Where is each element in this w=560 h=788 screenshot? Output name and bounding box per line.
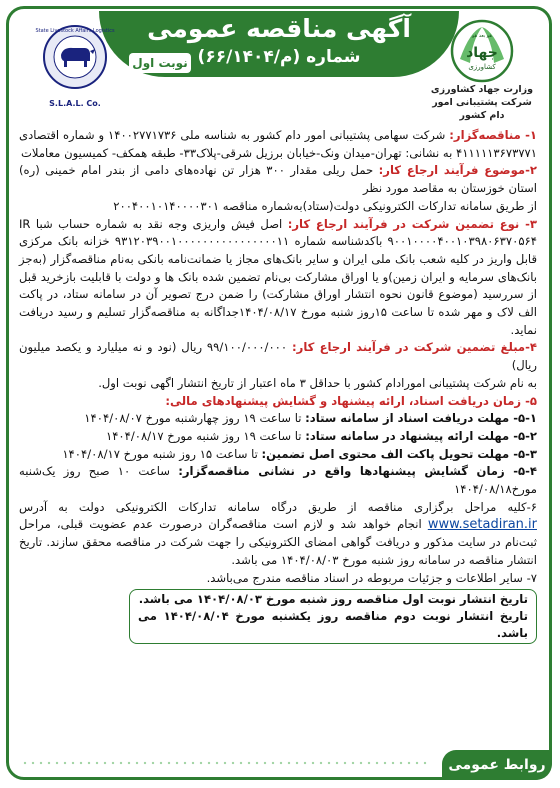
section-2-label: ۲-موضوع فرآیند ارجاع کار:: [378, 163, 537, 178]
section-1-text: شرکت سهامی پشتیبانی امور دام کشور به شناسه ملی ۱۴۰۰۲۷۷۱۷۳۶ و شماره اقتصادی ۴۱۱۱۱۱۳۶۷۳۷۷۱ به نشانی: تهران-میدان ونک-خیابان برزیل شرقی-پلاک۳۳- طبقه همکف- کمیسیون معاملات: [19, 128, 537, 160]
ministry-logo: [423, 19, 541, 122]
header: [9, 9, 549, 127]
slal-logo: [23, 23, 127, 108]
section-6-text-b: انجام خواهد شد و لازم است مناقصه‌گران درصورت عدم عضویت قبلی، مراحل ثبت‌نام در سایت مذکور و دریافت گواهی امضای الکترونیکی را جهت شرکت در مناقصه محقق سازند. تاریخ انتشار مناقصه در سامانه روز شنبه مورخ ۱۴۰۴/۰۸/۰۳ می باشد.: [19, 517, 537, 567]
company-name: شرکت پشتیبانی امور دام کشور: [432, 97, 532, 121]
section-1-label: ۱- مناقصه‌گزار:: [449, 128, 537, 142]
emblem-sub: کشاورزی: [468, 63, 496, 71]
emblem-text: جهاد: [466, 45, 498, 61]
jihad-emblem-icon: [450, 19, 514, 83]
section-5-3-label: ۵-۳- مهلت تحویل پاکت الف محتوی اصل تضمین:: [261, 446, 537, 461]
publication-date-2: تاریخ انتشار نوبت دوم مناقصه روز یکشنبه مورخ ۱۴۰۴/۰۸/۰۴ می باشد.: [138, 609, 528, 641]
section-4: [19, 339, 537, 374]
section-5-4-label: ۵-۴- زمان گشایش پیشنهادها واقع در نشانی مناقصه‌گزار:: [178, 464, 537, 479]
section-5-3: [19, 446, 537, 464]
section-3-text: اصل فیش واریزی وجه نقد به شماره حساب شبا IR ۹۰۰۱۰۰۰۰۴۰۰۱۰۳۹۸۰۶۳۷۰۵۶۴ باکدشناسه شماره ۹۳۱۲۰۳۹۰۰۱۰۰۰۰۰۰۰۰۰۰۰۰۰۰۰۰۱۱ خزانه بانک مرکزی قابل واریز در کلیه شعب بانک ملی ایران و سایر بانک‌های مجاز یا ضمانت‌نامه بانکی به‌نام مناقصه‌گزار (به‌جز بانک‌های سرمایه و ایران زمین)و یا اوراق مشارکت بی‌نام تضمین شده بانک ها و دولت با قابلیت بازخرید قبل از سررسید (موضوع قانون نحوه انتشار اوراق مشارکت) را ضمن درج تصویر آن در سامانه ستاد، در پاکت الف لاک و مهر شده تا ساعت ۱۵روز شنبه مورخ ۱۴۰۴/۰۸/۱۷جداگانه به مناقصه‌گزار تسلیم و رسید دریافت نماید.: [19, 216, 537, 337]
section-5-1-label: ۵-۱- مهلت دریافت اسناد از سامانه ستاد:: [305, 411, 537, 426]
section-3: [19, 216, 537, 340]
company-abbr: S.L.A.L. Co.: [49, 99, 101, 108]
section-5: [19, 393, 537, 411]
section-4-ext: به نام شرکت پشتیبانی امورادام کشور با حداقل ۳ ماه اعتبار از تاریخ انتشار اگهی نوبت اول.: [98, 375, 537, 390]
section-3-label: ۳- نوع تضمین شرکت در فرآیند ارجاع کار:: [287, 216, 537, 231]
notice-frame: [6, 6, 552, 780]
setadiran-link[interactable]: www.setadiran.ir: [427, 517, 537, 533]
section-6: [19, 499, 537, 570]
emblem-top: هو بعد هو: [471, 33, 493, 39]
tender-number: شماره (م/۶۶/۱۴۰۴): [197, 47, 361, 67]
section-1: [19, 127, 537, 162]
section-5-4-text: ساعت ۱۰ صبح روز یک‌شنبه مورخ۱۴۰۴/۰۸/۱۸: [19, 464, 537, 497]
section-4-label: ۴-مبلغ تضمین شرکت در فرآیند ارجاع کار:: [292, 340, 537, 355]
section-5-3-text: تا ساعت ۱۵ روز شنبه مورخ ۱۴۰۴/۰۸/۱۷: [62, 446, 262, 461]
section-5-2-text: تا ساعت ۱۹ روز شنبه مورخ ۱۴۰۴/۰۸/۱۷: [105, 428, 306, 443]
section-6-text-a: ۶-کلیه مراحل برگزاری مناقصه از طریق درگاه سامانه تدارکات الکترونیکی دولت به آدرس: [19, 499, 537, 514]
section-2-text: حمل ریلی مقدار ۳۰۰ هزار تن نهاده‌های دامی از بندر امام خمینی (ره) استان خوزستان به مقاصد مورد نظر: [19, 163, 537, 196]
section-5-1-text: تا ساعت ۱۹ روز چهارشنبه مورخ ۱۴۰۴/۰۸/۰۷: [84, 411, 306, 426]
notice-body: [19, 127, 537, 644]
publication-dates-box: [129, 589, 537, 644]
section-4-text: ۹۹/۱۰۰/۰۰۰/۰۰۰ ریال (نود و نه میلیارد و یکصد میلیون ریال): [19, 340, 537, 373]
section-7: ۷- سایر اطلاعات و جزئیات مربوطه در اسناد مناقصه مندرج می‌باشد.: [206, 570, 537, 585]
ring-text: State Livestock Affairs Logistics: [35, 28, 115, 34]
section-5-label: ۵- زمان دریافت اسناد، ارائه پیشنهاد و گشایش پیشنهادهای مالی:: [165, 393, 537, 408]
section-5-1: [19, 410, 537, 428]
turn-badge: نوبت اول: [129, 53, 191, 73]
section-5-4: [19, 463, 537, 498]
publication-date-1: تاریخ انتشار نوبت اول مناقصه روز شنبه مورخ ۱۴۰۴/۰۸/۰۳ می باشد.: [138, 592, 528, 607]
page-title: آگهی مناقصه عمومی: [147, 14, 411, 43]
section-5-2: [19, 428, 537, 446]
section-5-2-label: ۵-۲- مهلت ارائه پیشنهاد در سامانه ستاد:: [305, 428, 537, 443]
public-relations-tab: روابط عمومی: [442, 750, 552, 780]
footer-pattern: [21, 759, 431, 769]
cow-emblem-icon: [33, 23, 117, 95]
section-2: [19, 162, 537, 197]
ministry-name: وزارت جهاد کشاورزی: [430, 84, 534, 95]
section-2-ext: از طریق سامانه تدارکات الکترونیکی دولت(ستاد)به‌شماره مناقصه ۲۰۰۴۰۰۱۰۱۴۰۰۰۰۳۰۱: [113, 198, 537, 213]
